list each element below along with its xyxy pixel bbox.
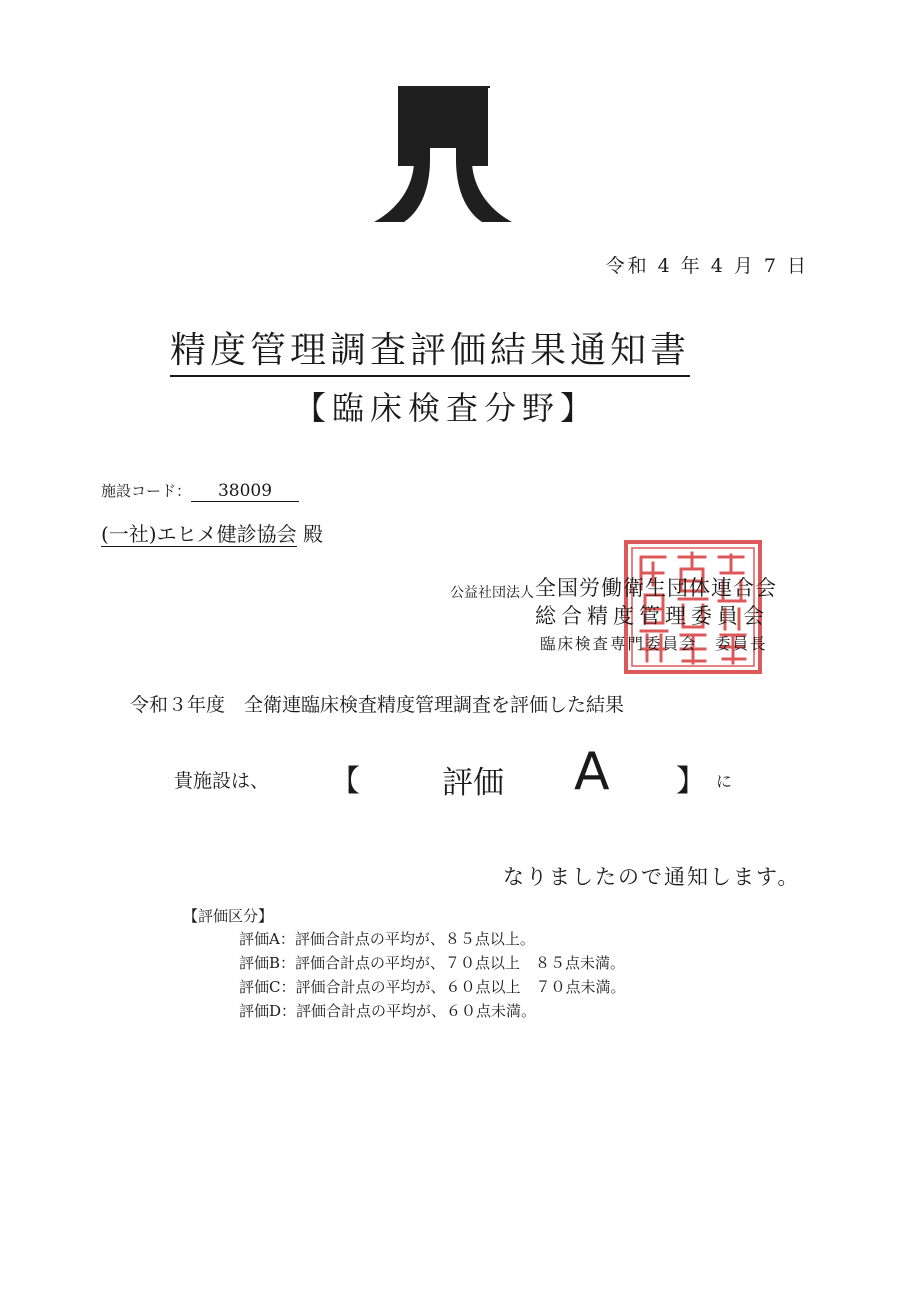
federation-logo-icon — [374, 86, 512, 224]
issuer-org-type: 公益社団法人 — [450, 585, 534, 601]
result-grade-letter: A — [574, 742, 610, 802]
criteria-item-a: 評価A：評価合計点の平均が、８５点以上。 — [239, 930, 535, 948]
result-bracket-open: 【 — [330, 764, 360, 799]
document-subtitle: 【臨床検査分野】 — [294, 389, 599, 427]
date-year: 4 — [657, 255, 673, 277]
date-month-unit: 月 — [733, 255, 756, 277]
date-day: 7 — [763, 255, 779, 277]
addressee — [101, 518, 323, 547]
result-grade-word: 評価 — [442, 765, 504, 801]
addressee-honorific: 殿 — [302, 522, 323, 546]
result-lead-text: 令和３年度 全衛連臨床検査精度管理調査を評価した結果 — [130, 694, 625, 716]
document-title: 精度管理調査評価結果通知書 — [170, 322, 690, 377]
facility-code-value: 38009 — [191, 481, 299, 502]
date-era: 令和 — [605, 255, 650, 277]
criteria-item-c: 評価C：評価合計点の平均が、６０点以上 ７０点未満。 — [239, 978, 626, 996]
result-suffix: に — [716, 772, 733, 791]
facility-code-row — [101, 480, 299, 502]
issue-date — [606, 251, 809, 278]
criteria-heading: 【評価区分】 — [183, 907, 274, 925]
seal-text: 全国労働衛生団体連合会総合精度管理委員会臨床検査専門委員長之印 — [693, 539, 724, 540]
result-bracket-close: 】 — [676, 764, 706, 799]
date-year-unit: 年 — [680, 255, 703, 277]
date-day-unit: 日 — [786, 255, 809, 277]
criteria-item-b: 評価B：評価合計点の平均が、７０点以上 ８５点未満。 — [239, 954, 626, 972]
addressee-name: (一社)エヒメ健診協会 — [101, 522, 297, 546]
result-notice: なりましたので通知します。 — [503, 865, 801, 889]
issuer-org-name: 全国労働衛生団体連合会 — [535, 576, 777, 600]
date-month: 4 — [710, 255, 726, 277]
criteria-list — [239, 929, 625, 1025]
criteria-item-d: 評価D：評価合計点の平均が、６０点未満。 — [239, 1002, 537, 1020]
issuer-committee: 総合精度管理委員会 — [535, 604, 769, 628]
result-prefix: 貴施設は、 — [174, 770, 270, 792]
facility-code-label: 施設コード： — [101, 482, 192, 500]
issuer-title: 臨床検査専門委員会 委員長 — [540, 635, 768, 653]
